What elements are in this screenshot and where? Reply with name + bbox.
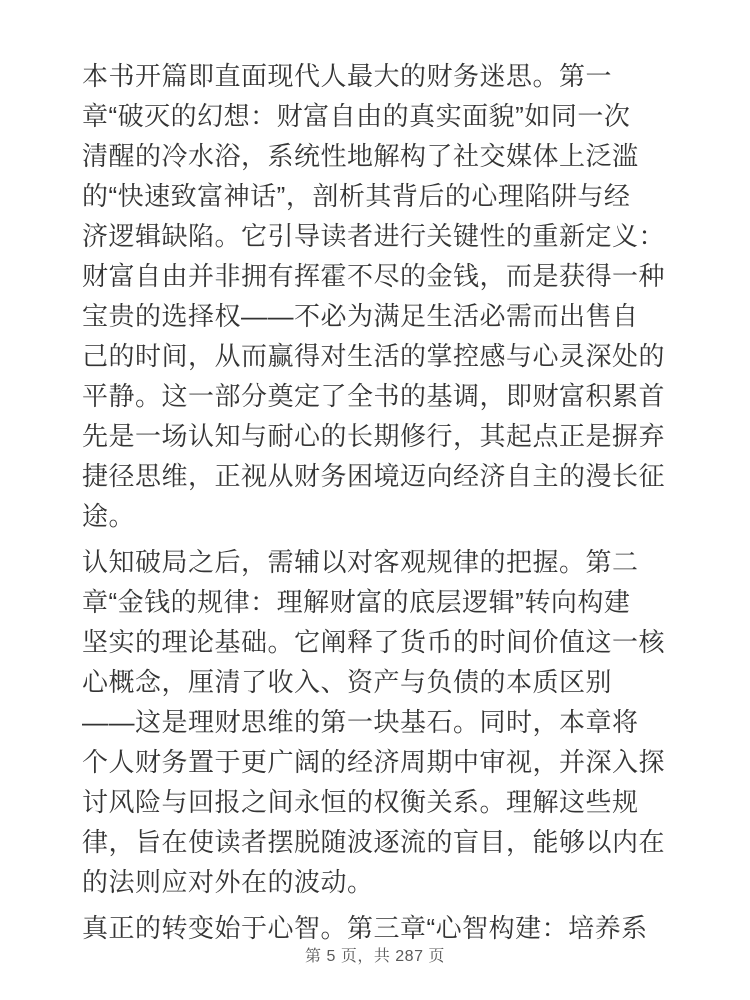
text-line: 章“金钱的规律：理解财富的底层逻辑”转向构建: [82, 587, 631, 617]
text-line: 坚实的理论基础。它阐释了货币的时间价值这一核: [82, 627, 666, 657]
paragraph-1: [82, 56, 702, 536]
text-line: 途。: [82, 501, 136, 531]
paragraph-2: [82, 542, 702, 902]
text-line: 真正的转变始于心智。第三章“心智构建：培养系: [82, 913, 648, 943]
page-number-footer: 第 5 页，共 287 页: [305, 948, 445, 965]
text-line: 心概念，厘清了收入、资产与负债的本质区别: [82, 667, 613, 697]
text-line: 律，旨在使读者摆脱随波逐流的盲目，能够以内在: [82, 827, 666, 857]
text-line: 的法则应对外在的波动。: [82, 867, 374, 897]
text-line: 个人财务置于更广阔的经济周期中审视，并深入探: [82, 747, 666, 777]
paragraph-3: [82, 908, 702, 948]
text-line: 己的时间，从而赢得对生活的掌控感与心灵深处的: [82, 341, 666, 371]
text-line: 认知破局之后，需辅以对客观规律的把握。第二: [82, 547, 639, 577]
text-line: 先是一场认知与耐心的长期修行，其起点正是摒弃: [82, 421, 666, 451]
text-line: 本书开篇即直面现代人最大的财务迷思。第一: [82, 61, 613, 91]
text-line: 宝贵的选择权——不必为满足生活必需而出售自: [82, 301, 639, 331]
text-line: 章“破灭的幻想：财富自由的真实面貌”如同一次: [82, 101, 631, 131]
text-line: 济逻辑缺陷。它引导读者进行关键性的重新定义：: [82, 221, 666, 251]
text-line: 清醒的冷水浴，系统性地解构了社交媒体上泛滥: [82, 141, 639, 171]
text-line: ——这是理财思维的第一块基石。同时，本章将: [82, 707, 639, 737]
text-line: 平静。这一部分奠定了全书的基调，即财富积累首: [82, 381, 666, 411]
text-line: 捷径思维，正视从财务困境迈向经济自主的漫长征: [82, 461, 666, 491]
text-line: 的“快速致富神话”，剖析其背后的心理陷阱与经: [82, 181, 631, 211]
document-body: [82, 56, 702, 954]
text-line: 财富自由并非拥有挥霍不尽的金钱，而是获得一种: [82, 261, 666, 291]
text-line: 讨风险与回报之间永恒的权衡关系。理解这些规: [82, 787, 639, 817]
